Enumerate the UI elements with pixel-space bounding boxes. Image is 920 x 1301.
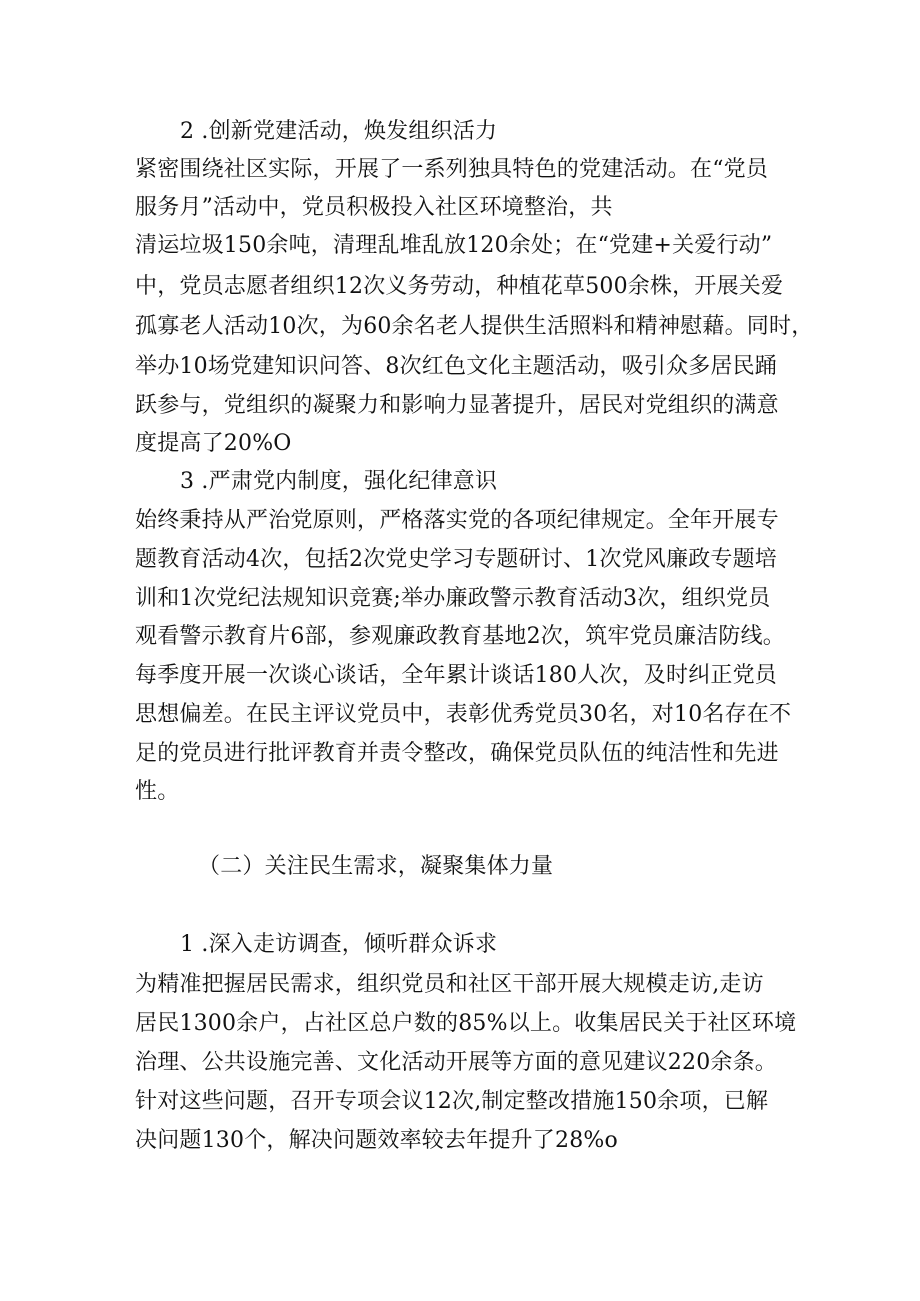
paragraph-line: 为精准把握居民需求，组织党员和社区干部开展大规模走访,走访 [135, 972, 764, 997]
paragraph-line: 训和1次党纪法规知识竞赛;举办廉政警示教育活动3次，组织党员 [135, 586, 771, 611]
paragraph-line: 孤寡老人活动10次，为60余名老人提供生活照料和精神慰藉。同时， [135, 314, 814, 339]
paragraph-line: 跃参与，党组织的凝聚力和影响力显著提升，居民对党组织的满意 [135, 393, 779, 418]
paragraph-line: 性。 [135, 779, 180, 804]
paragraph-line: 足的党员进行批评教育并责令整改，确保党员队伍的纯洁性和先进 [135, 741, 779, 766]
paragraph-line: 度提高了20%O [135, 431, 292, 456]
paragraph-line: 针对这些问题，召开专项会议12次,制定整改措施150余项，已解 [135, 1089, 769, 1114]
paragraph-line: 决问题130个，解决问题效率较去年提升了28%o [135, 1128, 618, 1153]
paragraph-line: 始终秉持从严治党原则，严格落实党的各项纪律规定。全年开展专 [135, 508, 779, 533]
paragraph-line: 中，党员志愿者组织12次义务劳动，种植花草500余株，开展关爱 [135, 274, 784, 299]
subheading-in-depth-visits: 1 .深入走访调查，倾听群众诉求 [180, 932, 498, 957]
subheading-strict-party-discipline: 3 .严肃党内制度，强化纪律意识 [180, 469, 498, 494]
subheading-innovate-party-activities: 2 .创新党建活动，焕发组织活力 [180, 119, 498, 144]
paragraph-line: 题教育活动4次，包括2次党史学习专题研讨、1次党风廉政专题培 [135, 547, 777, 572]
paragraph-line: 服务月”活动中，党员积极投入社区环境整治，共 [135, 195, 613, 220]
paragraph-line: 居民1300余户，占社区总户数的85%以上。收集居民关于社区环境 [135, 1011, 797, 1036]
paragraph-line: 举办10场党建知识问答、8次红色文化主题活动，吸引众多居民踊 [135, 354, 777, 379]
paragraph-line: 思想偏差。在民主评议党员中，表彰优秀党员30名，对10名存在不 [135, 702, 792, 727]
paragraph-line: 每季度开展一次谈心谈话，全年累计谈话180人次，及时纠正党员 [135, 663, 777, 688]
paragraph-line: 观看警示教育片6部，参观廉政教育基地2次，筑牢党员廉洁防线。 [135, 624, 785, 649]
paragraph-line: 治理、公共设施完善、文化活动开展等方面的意见建议220余条。 [135, 1050, 777, 1075]
section-heading-livelihood-needs: （二）关注民生需求，凝聚集体力量 [198, 854, 554, 879]
paragraph-line: 清运垃圾150余吨，清理乱堆乱放120余处；在“党建+关爱行动” [135, 233, 773, 258]
paragraph-line: 紧密围绕社区实际，开展了一系列独具特色的党建活动。在“党员 [135, 157, 769, 182]
